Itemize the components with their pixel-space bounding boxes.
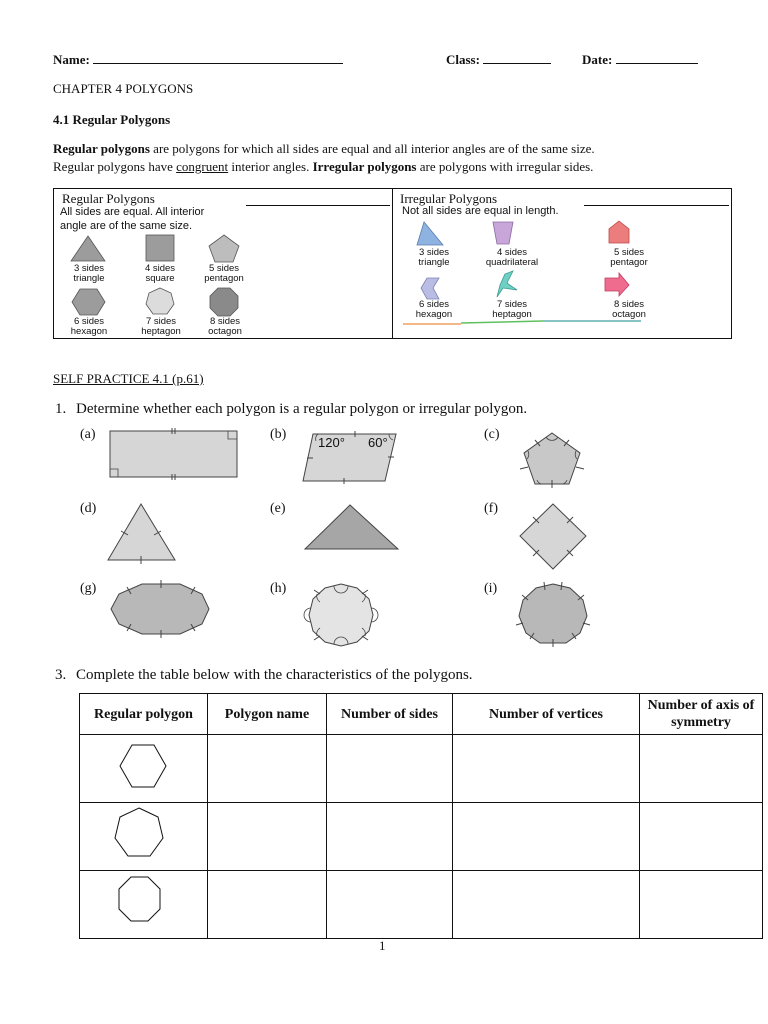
regular-hexagon-shape xyxy=(72,289,105,315)
irregular-underline-green xyxy=(461,321,543,323)
question-1 xyxy=(55,401,527,418)
table-row xyxy=(80,803,763,871)
answer-cell[interactable] xyxy=(208,735,327,803)
irregular-description: Not all sides are equal in length. xyxy=(402,205,559,217)
q1-label-g: (g) xyxy=(80,581,97,596)
intro-term-irregular: Irregular polygons xyxy=(312,159,417,174)
col-number-of-vertices: Number of vertices xyxy=(453,694,640,735)
col-regular-polygon: Regular polygon xyxy=(80,694,208,735)
question-3-number: 3. xyxy=(55,667,67,683)
irregular-caption-hexagon: 6 sides hexagon xyxy=(415,299,453,320)
q1-shapes xyxy=(0,420,768,660)
regular-heptagon-shape xyxy=(146,288,174,314)
irregular-pentagon-shape xyxy=(609,221,629,243)
intro-paragraph xyxy=(53,140,733,176)
irregular-heptagon-shape xyxy=(497,271,517,297)
regular-caption-square: 4 sides square xyxy=(144,263,176,284)
regular-caption-triangle: 3 sides triangle xyxy=(73,263,105,284)
regular-desc-line1: All sides are equal. All interior xyxy=(60,206,205,218)
date-label: Date: xyxy=(582,52,613,67)
answer-cell[interactable] xyxy=(453,803,640,871)
answer-cell[interactable] xyxy=(453,871,640,939)
intro-text-c: are polygons with irregular sides. xyxy=(416,159,594,174)
irregular-caption-quadrilateral: 4 sides quadrilateral xyxy=(485,247,539,268)
answer-cell[interactable] xyxy=(327,803,453,871)
regular-caption-heptagon: 7 sides heptagon xyxy=(141,316,181,337)
comparison-box xyxy=(53,188,732,339)
irregular-triangle-shape xyxy=(417,222,443,245)
irregular-caption-octagon: 8 sides octagon xyxy=(612,299,646,320)
regular-triangle-shape xyxy=(71,236,105,261)
name-blank[interactable] xyxy=(93,51,343,64)
q1-label-b: (b) xyxy=(270,427,287,442)
intro-term-congruent: congruent xyxy=(176,159,229,174)
answer-cell[interactable] xyxy=(208,871,327,939)
shape-f-diamond xyxy=(520,504,586,569)
answer-cell[interactable] xyxy=(640,735,763,803)
table-header-row xyxy=(80,694,763,735)
question-3 xyxy=(55,667,473,684)
shape-c-pentagon xyxy=(520,433,584,488)
regular-desc-line2: angle are of the same size. xyxy=(60,220,193,232)
class-label: Class: xyxy=(446,52,480,67)
date-field[interactable] xyxy=(582,51,698,68)
table-row xyxy=(80,871,763,939)
regular-pentagon-shape xyxy=(209,235,239,262)
shape-g-irregular-octagon xyxy=(111,580,209,638)
self-practice-heading: SELF PRACTICE 4.1 (p.61) xyxy=(53,371,204,386)
polygon-figure-cell xyxy=(80,803,208,871)
octagon-figure xyxy=(80,871,207,933)
shape-i-nonagon xyxy=(516,582,590,647)
hexagon-figure xyxy=(80,735,207,797)
angle-label-120: 120° xyxy=(318,435,345,450)
regular-caption-hexagon: 6 sides hexagon xyxy=(70,316,108,337)
chapter-title: CHAPTER 4 POLYGONS xyxy=(53,81,194,96)
col-axis-of-symmetry: Number of axis of symmetry xyxy=(640,694,763,735)
question-3-text: Complete the table below with the characteristics of the polygons. xyxy=(76,667,473,683)
question-1-text: Determine whether each polygon is a regular polygon or irregular polygon. xyxy=(76,401,528,417)
answer-cell[interactable] xyxy=(640,803,763,871)
irregular-quadrilateral-shape xyxy=(493,222,513,244)
q1-label-d: (d) xyxy=(80,501,97,516)
col-number-of-sides: Number of sides xyxy=(327,694,453,735)
q1-label-h: (h) xyxy=(270,581,287,596)
q1-label-e: (e) xyxy=(270,501,286,516)
q1-label-c: (c) xyxy=(484,427,500,442)
polygon-figure-cell xyxy=(80,735,208,803)
shape-a-rectangle xyxy=(110,428,237,480)
answer-cell[interactable] xyxy=(327,871,453,939)
question-1-number: 1. xyxy=(55,401,67,417)
class-field[interactable] xyxy=(446,51,551,68)
page-number: 1 xyxy=(379,938,386,953)
intro-def-regular: are polygons for which all sides are equal and all interior angles are of the same size. xyxy=(149,141,595,156)
name-field[interactable] xyxy=(53,51,343,68)
shape-e-triangle xyxy=(305,505,398,549)
irregular-caption-triangle: 3 sides triangle xyxy=(418,247,450,268)
date-blank[interactable] xyxy=(616,51,698,64)
intro-text-a: Regular polygons have xyxy=(53,159,177,174)
intro-term-regular: Regular polygons xyxy=(53,141,150,156)
answer-cell[interactable] xyxy=(453,735,640,803)
answer-cell[interactable] xyxy=(327,735,453,803)
col-polygon-name: Polygon name xyxy=(208,694,327,735)
regular-square-shape xyxy=(146,235,174,261)
shape-d-triangle xyxy=(108,504,175,564)
intro-text-b: interior angles. xyxy=(228,159,313,174)
regular-caption-octagon: 8 sides octagon xyxy=(208,316,242,337)
class-blank[interactable] xyxy=(483,51,551,64)
irregular-heading: Irregular Polygons xyxy=(400,191,498,206)
irregular-caption-heptagon: 7 sides heptagon xyxy=(492,299,532,320)
regular-heading: Regular Polygons xyxy=(62,191,155,206)
answer-cell[interactable] xyxy=(640,871,763,939)
q1-label-f: (f) xyxy=(484,501,498,516)
shape-h-decagon xyxy=(304,584,378,646)
regular-octagon-shape xyxy=(210,288,238,316)
regular-caption-pentagon: 5 sides pentagon xyxy=(204,263,244,284)
polygon-properties-table xyxy=(79,693,763,939)
angle-label-60: 60° xyxy=(368,435,388,450)
q1-label-a: (a) xyxy=(80,427,96,442)
irregular-hexagon-shape xyxy=(421,278,439,299)
q1-label-i: (i) xyxy=(484,581,498,596)
polygon-figure-cell xyxy=(80,871,208,939)
table-row xyxy=(80,735,763,803)
irregular-octagon-shape xyxy=(605,273,629,296)
irregular-caption-pentagon: 5 sides pentagor xyxy=(610,247,648,268)
answer-cell[interactable] xyxy=(208,803,327,871)
section-title: 4.1 Regular Polygons xyxy=(53,112,171,127)
heptagon-figure xyxy=(80,803,207,865)
name-label: Name: xyxy=(53,52,90,67)
